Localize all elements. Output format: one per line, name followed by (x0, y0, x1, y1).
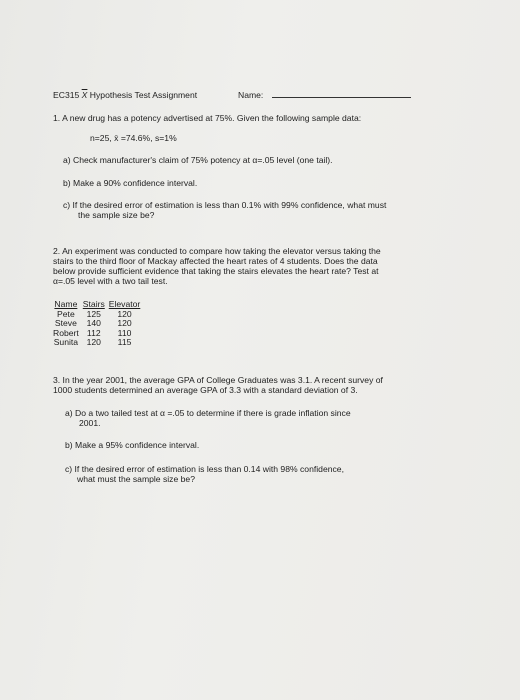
q3-part-c-line1: c) If the desired error of estimation is less than 0.14 with 98% confidence, (65, 464, 344, 474)
q1-part-a: a) Check manufacturer's claim of 75% potency at α=.05 level (one tail). (63, 155, 333, 165)
q1-prompt: 1. A new drug has a potency advertised at 75%. Given the following sample data: (53, 113, 362, 123)
name-label: Name: (238, 90, 264, 100)
cell-stairs: 112 (86, 327, 101, 338)
q1-part-c-line1: c) If the desired error of estimation is less than 0.1% with 99% confidence, what must (63, 200, 387, 210)
q1-part-c-line2: the sample size be? (78, 210, 155, 220)
q1-part-b: b) Make a 90% confidence interval. (63, 178, 198, 188)
xbar-symbol: $\overline{X}$ (81, 90, 88, 100)
heart-rate-table (53, 300, 144, 348)
col-header-stairs: Stairs (82, 299, 105, 309)
q3-part-a-line1: a) Do a two tailed test at α =.05 to determine if there is grade inflation since (65, 408, 351, 418)
page-header (53, 90, 197, 101)
cell-name: Sunita (53, 337, 79, 347)
cell-elevator: 110 (117, 327, 132, 338)
cell-name: Robert (53, 327, 79, 338)
q3-part-b: b) Make a 95% confidence interval. (65, 440, 200, 450)
cell-name: Pete (57, 308, 75, 319)
col-header-elevator: Elevator (108, 299, 141, 309)
q1-sample-data: n=25, x̄ =74.6%, s=1% (90, 133, 177, 143)
col-header-name: Name (54, 299, 78, 309)
q2-line1: 2. An experiment was conducted to compare how taking the elevator versus taking the (53, 246, 381, 256)
cell-name: Steve (54, 318, 77, 328)
cell-elevator: 115 (117, 337, 132, 347)
cell-elevator: 120 (117, 308, 132, 319)
cell-stairs: 140 (86, 318, 101, 328)
table-row (53, 338, 144, 348)
q2-line4: α=.05 level with a two tail test. (53, 276, 168, 286)
name-blank-line (272, 97, 411, 98)
q3-part-c-line2: what must the sample size be? (77, 474, 195, 484)
q3-line2: 1000 students determined an average GPA of 3.3 with a standard deviation of 3. (53, 385, 358, 395)
cell-elevator: 120 (117, 318, 132, 328)
q2-line2: stairs to the third floor of Mackay affected the heart rates of 4 students. Does the data (53, 256, 378, 266)
assignment-title: Hypothesis Test Assignment (89, 90, 198, 100)
cell-stairs: 125 (86, 308, 101, 319)
q2-line3: below provide sufficient evidence that taking the stairs elevates the heart rate? Test at (53, 266, 379, 276)
course-code: EC315 (53, 90, 80, 100)
cell-stairs: 120 (86, 337, 101, 347)
q3-line1: 3. In the year 2001, the average GPA of College Graduates was 3.1. A recent survey of (53, 375, 383, 385)
q3-part-a-line2: 2001. (79, 418, 101, 428)
